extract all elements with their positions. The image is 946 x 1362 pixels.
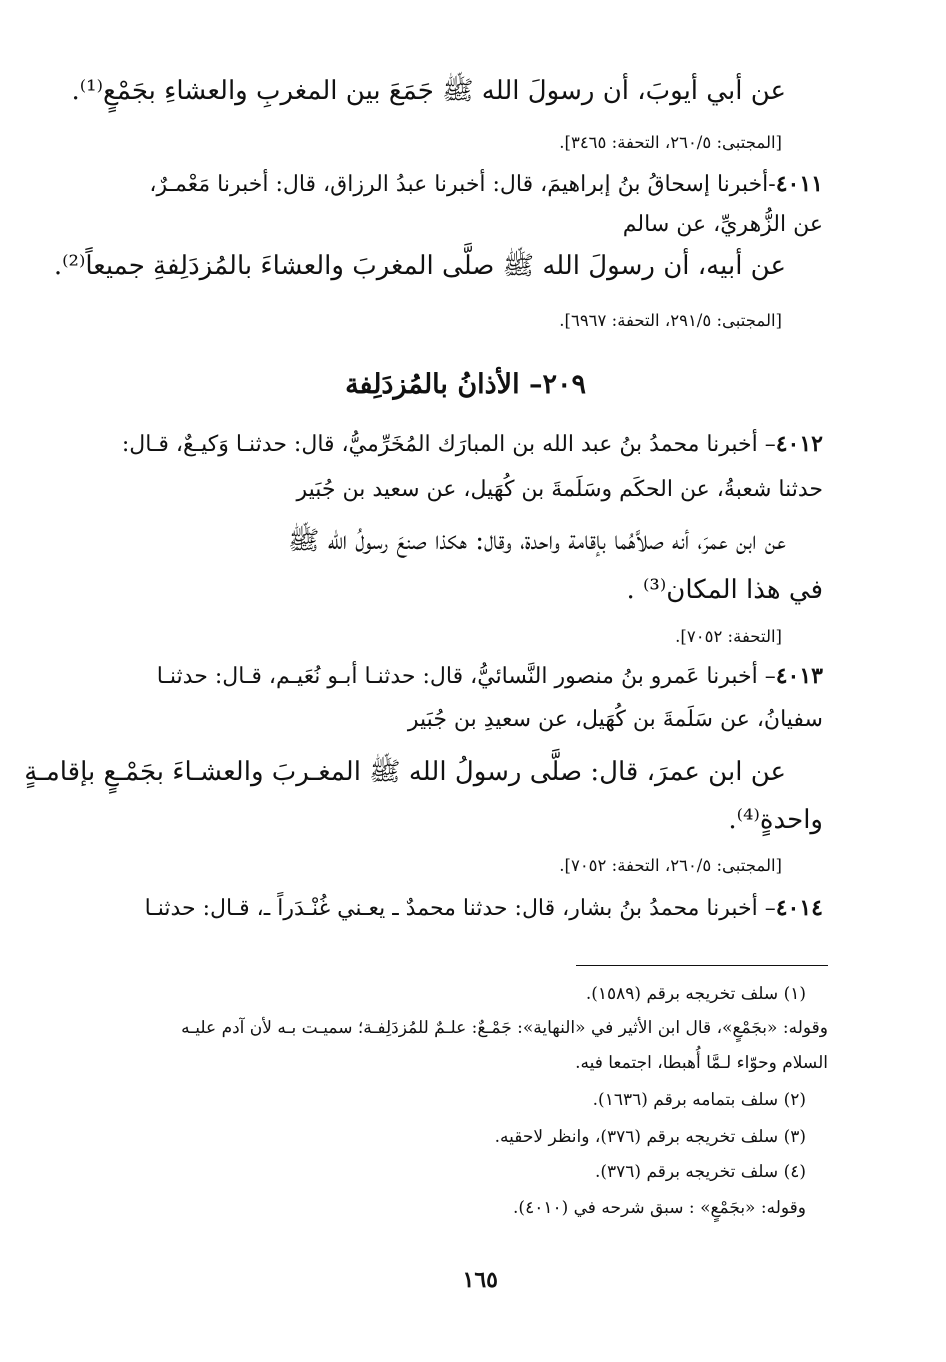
hadith-number: ٤٠١٤ [775, 895, 823, 921]
hadith-line [149, 172, 823, 197]
text-line: عن أبيه، أن رسولَ الله ﷺ صلَّى المغربَ والعشاءَ بالمُزدَلِفةِ جميعاً⁽²⁾. [53, 251, 786, 281]
hadith-text: – أخبرنا محمدُ بنُ بشار، قال: حدثنا محمدٌ ـ يعـني غُنْـدَراً ـ، قـال: حدثنـا [144, 896, 776, 921]
reference-line: [المجتبى: ٢٦٠/٥، التحفة: ٣٤٦٥]. [559, 133, 782, 152]
text-line: عن أبي أيوبَ، أن رسولَ الله ﷺ جَمَعَ بين المغربِ والعشاءِ بجَمْعٍ⁽¹⁾. [71, 76, 786, 106]
text-line: سفيانُ، عن سَلَمةَ بن كُهَيل، عن سعيدِ بن جُبَير [407, 707, 823, 732]
hadith-text: – أخبرنا محمدُ بنُ عبد الله بن المبارَك المُخَرِّميُّ، قال: حدثنـا وَكيـعٌ، قـال: [121, 432, 776, 457]
reference-line: [التحفة: ٧٠٥٢]. [675, 627, 782, 646]
hadith-line [122, 432, 823, 457]
reference-line: [المجتبى: ٢٦٠/٥، التحفة: ٧٠٥٢]. [559, 856, 782, 875]
footnote: (٤) سلف تخريجه برقم (٣٧٦). [594, 1162, 806, 1182]
text-line: في هذا المكان⁽³⁾ . [626, 575, 823, 605]
hadith-number: ٤٠١٣ [775, 663, 823, 689]
hadith-line [157, 664, 823, 689]
chapter-title: ٢٠٩– الأذانُ بالمُزدَلِفة [345, 369, 586, 400]
reference-line: [المجتبى: ٢٩١/٥، التحفة: ٦٩٦٧]. [559, 311, 782, 330]
hadith-text: – أخبرنا عَمرو بنُ منصور النَّسائيُّ، قال: حدثنـا أبـو نُعَيـم، قـال: حدثنـا [156, 664, 776, 689]
text-line: عن ابن عمرَ، قال: صلَّى رسولُ الله ﷺ المغـربَ والعشـاءَ بجَمْـعٍ بإقامـةٍ [24, 757, 786, 787]
footnote: السلام وحوّاء لـمَّا أُهبطا، اجتمعا فيه. [575, 1053, 828, 1073]
text-line: عن الزُّهريِّ، عن سالم [622, 212, 823, 237]
text-line: عن ابن عمرَ، أنه صلاَّهُما بإقامة واحدة، وقال: هكذا صنعَ رسولُ الله ﷺ [287, 526, 786, 556]
text-line: حدثنا شعبةُ، عن الحكَم وسَلَمةَ بن كُهَيل، عن سعيد بن جُبَير [296, 477, 823, 502]
footnote: (٣) سلف تخريجه برقم (٣٧٦)، وانظر لاحقيه. [494, 1127, 806, 1147]
hadith-number: ٤٠١٢ [775, 431, 823, 457]
footnote: (٢) سلف بتمامه برقم (١٦٣٦). [592, 1090, 806, 1110]
footnote-separator [576, 965, 828, 966]
page-number: ١٦٥ [462, 1267, 498, 1293]
footnote: (١) سلف تخريجه برقم (١٥٨٩). [585, 984, 806, 1004]
text-line: واحدةٍ⁽⁴⁾. [728, 805, 823, 835]
hadith-text: -أخبرنا إسحاقُ بنُ إبراهيمَ، قال: أخبرنا عبدُ الرزاق، قال: أخبرنا مَعْمـرٌ، [149, 172, 776, 197]
hadith-number: ٤٠١١ [775, 171, 823, 197]
footnote: وقوله: «بجَمْعٍ» : سبق شرحه في (٤٠١٠). [513, 1198, 806, 1218]
footnote: وقوله: «بجَمْعٍ»، قال ابن الأثير في «النهاية»: جَمْـعٌ: علـمٌ للمُزدَلِفـة؛ سميـت بـه لأن آدم عليـه [181, 1018, 828, 1038]
hadith-line [145, 896, 823, 921]
